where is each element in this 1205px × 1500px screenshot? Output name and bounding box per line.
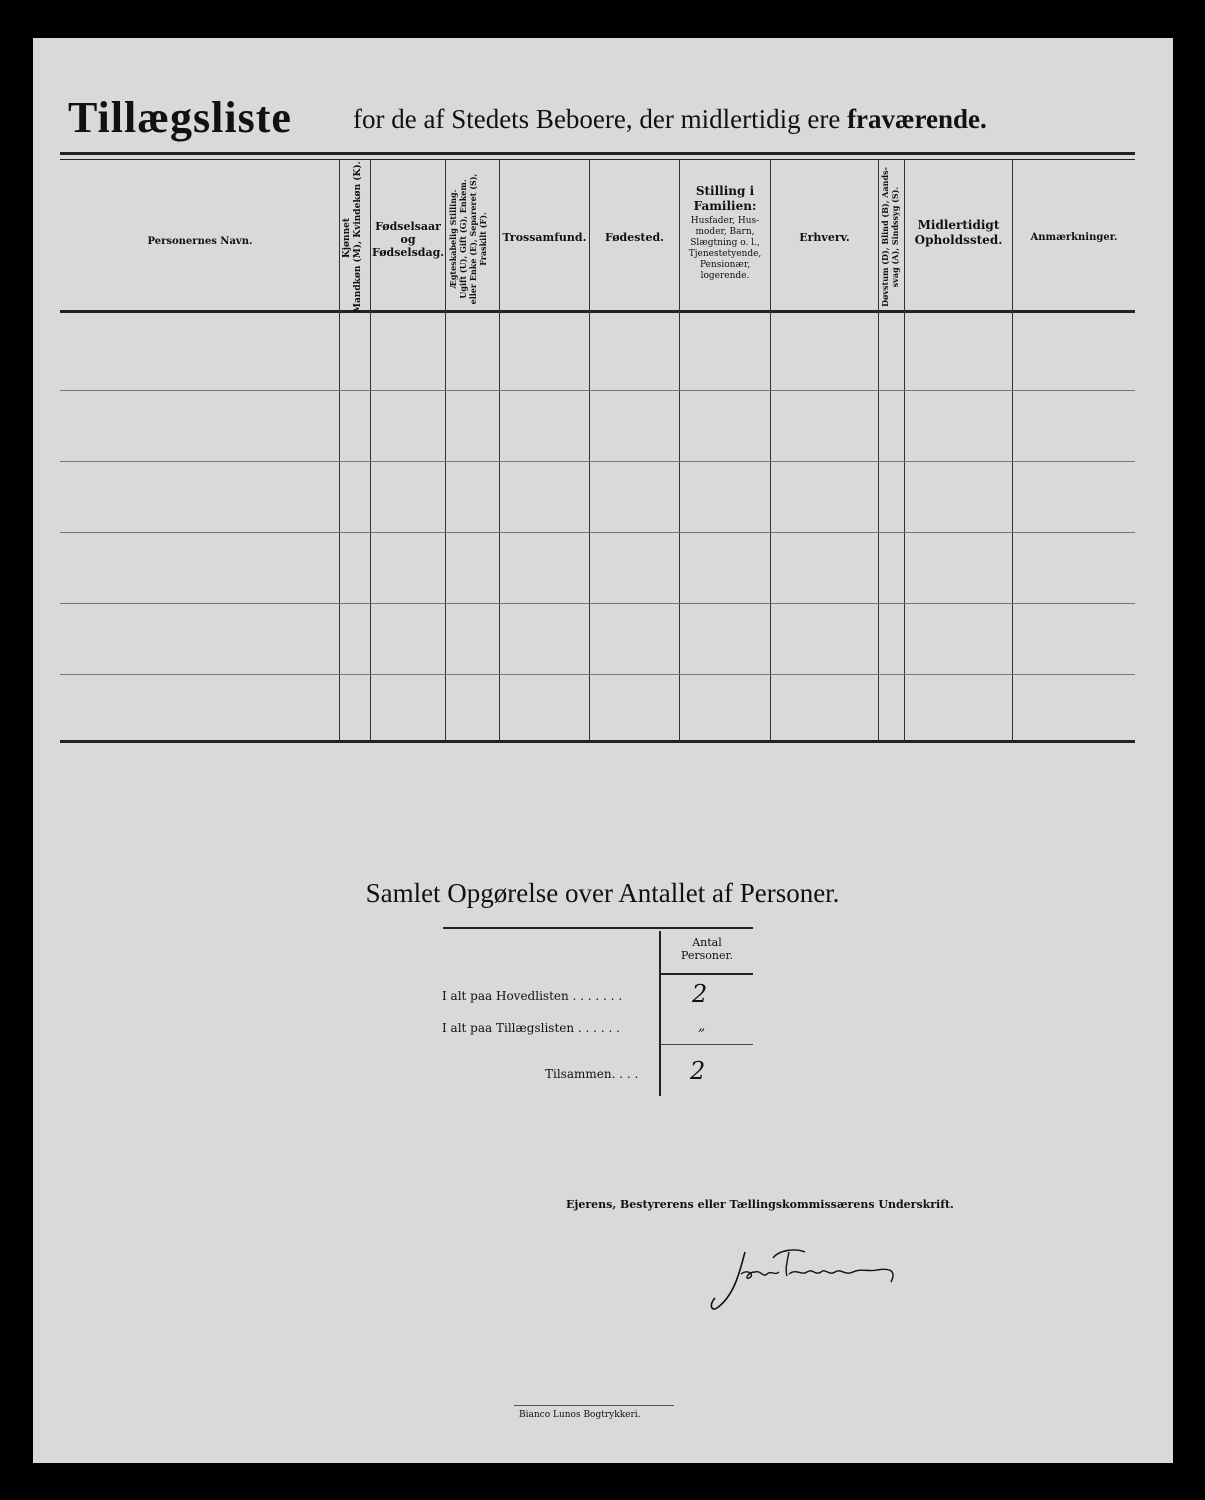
- header-kjon: [342, 163, 366, 313]
- summary-top-rule: [443, 927, 753, 929]
- table-row-line: [60, 674, 1135, 675]
- header-stilling: [680, 184, 770, 282]
- header-stilling-detail: [680, 216, 770, 282]
- col-sep: [499, 160, 500, 742]
- summary-col-header-line1: Antal: [692, 936, 722, 949]
- header-anm: Anmærkninger.: [1030, 232, 1118, 243]
- table-row-line: [60, 390, 1135, 391]
- header-fodsel-line1: Fødselsaar: [375, 220, 441, 233]
- header-midl-line2: Opholdssted.: [914, 233, 1003, 247]
- summary-value-tilsammen: 2: [690, 1057, 706, 1085]
- header-kjon-line2: Mandkøn (M), Kvindekøn (K).: [353, 161, 363, 313]
- col-sep: [1012, 160, 1013, 742]
- header-dovstum-line2: svag (A), Sindssyg (S).: [890, 186, 900, 288]
- signature-caption: Ejerens, Bestyrerens eller Tællingskommissærens Underskrift.: [566, 1198, 954, 1211]
- printer-rule: [514, 1405, 674, 1406]
- col-sep: [370, 160, 371, 742]
- header-kjon-line1: Kjønnet: [342, 217, 352, 259]
- table-top-rule: [60, 152, 1135, 155]
- printer-imprint: Bianco Lunos Bogtrykkeri.: [519, 1410, 641, 1420]
- header-tro: Trossamfund.: [502, 231, 587, 244]
- header-aegteskab: [448, 164, 496, 314]
- title-bold-word: fraværende.: [847, 104, 987, 134]
- stilling-detail-line: Husfader, Hus-: [690, 216, 760, 226]
- header-stilling-title2: Familien:: [693, 199, 757, 213]
- summary-label-tillaegslisten: I alt paa Tillægslisten . . . . . .: [442, 1021, 620, 1035]
- header-fodsel-line2: og: [400, 233, 416, 246]
- header-midl-line1: Midlertidigt: [917, 218, 1000, 232]
- col-sep: [770, 160, 771, 742]
- title-main: Tillægsliste: [68, 93, 292, 142]
- header-aegteskab-line3: eller Enke (E), Separeret (S),: [468, 173, 478, 305]
- col-sep: [589, 160, 590, 742]
- header-stilling-title1: Stilling i: [695, 184, 755, 198]
- stilling-detail-line: Pensionær,: [699, 260, 751, 270]
- header-navn: Personernes Navn.: [147, 236, 253, 247]
- summary-col-header-line2: Personer.: [680, 949, 734, 962]
- summary-value-hovedlisten: 2: [692, 980, 708, 1008]
- header-aegteskab-line2: Ugift (U), Gift (G), Enkem.: [458, 179, 468, 299]
- stilling-detail-line: moder, Barn,: [695, 227, 755, 237]
- header-aegteskab-line4: Fraskilt (F).: [478, 212, 488, 266]
- title-prefix: for de af Stedets Beboere, der midlertidig ere: [353, 104, 841, 134]
- header-fodsel: [372, 220, 444, 259]
- summary-value-tillaegslisten: „: [698, 1018, 706, 1034]
- col-sep: [339, 160, 340, 742]
- header-aegteskab-line1: Ægteskabelig Stilling.: [448, 189, 458, 289]
- summary-label-hovedlisten: I alt paa Hovedlisten . . . . . . .: [442, 989, 623, 1003]
- table-header-rule: [60, 310, 1135, 313]
- table-bottom-rule: [60, 740, 1135, 743]
- form-title: [68, 92, 1128, 142]
- summary-header-rule: [661, 973, 753, 975]
- stilling-detail-line: logerende.: [700, 271, 750, 281]
- header-fodsel-line3: Fødselsdag.: [372, 246, 445, 259]
- census-form-page: [33, 38, 1173, 1463]
- title-subtitle: [353, 104, 987, 135]
- table-top-rule-thin: [60, 159, 1135, 160]
- header-dovstum-line1: Døvstum (D), Blind (B), Aands-: [880, 167, 890, 307]
- table-row-line: [60, 461, 1135, 462]
- header-dovstum: [880, 162, 902, 312]
- table-row-line: [60, 532, 1135, 533]
- summary-label-tilsammen: Tilsammen. . . .: [545, 1067, 639, 1081]
- header-erhverv: Erhverv.: [799, 231, 850, 244]
- header-fodested: Fødested.: [604, 231, 665, 244]
- col-sep: [878, 160, 879, 742]
- header-midl: [905, 218, 1012, 248]
- summary-title: Samlet Opgørelse over Antallet af Personer.: [365, 878, 840, 908]
- summary-total-rule: [661, 1044, 753, 1045]
- summary-col-header: [661, 936, 753, 962]
- col-sep: [445, 160, 446, 742]
- handwritten-signature: [705, 1240, 905, 1324]
- stilling-detail-line: Slægtning o. l.,: [690, 238, 760, 248]
- stilling-detail-line: Tjenestetyende,: [688, 249, 762, 259]
- table-row-line: [60, 603, 1135, 604]
